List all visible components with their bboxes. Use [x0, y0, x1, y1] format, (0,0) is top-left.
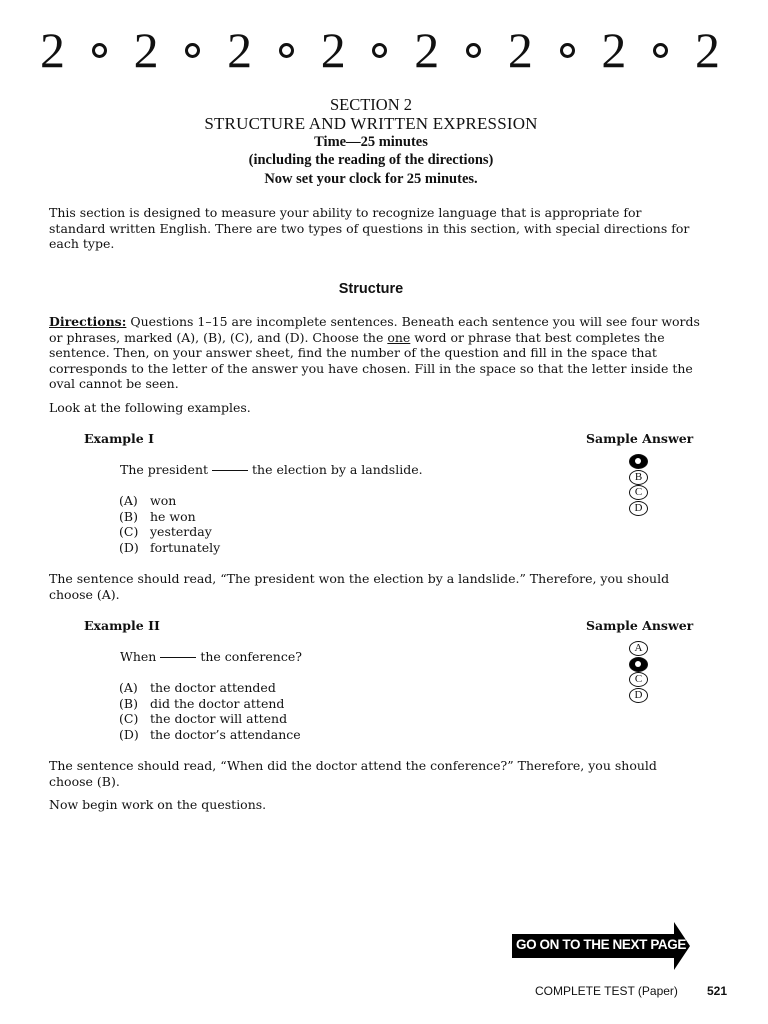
choice-item [119, 711, 301, 727]
directions-text: Questions 1–15 are incomplete sentences. Beneath each sentence you will see four words or phrases, marked (A), (B), (C), and (D). Choose the [49, 314, 700, 345]
section-title: STRUCTURE AND WRITTEN EXPRESSION [204, 114, 538, 133]
circle-icon [466, 43, 481, 58]
example-1-title: Example I [84, 431, 154, 446]
sample-answer-label: Sample Answer [586, 618, 694, 633]
answer-oval[interactable]: B [629, 470, 648, 485]
example-1-choices [119, 493, 220, 555]
time-limit: Time—25 minutes [314, 134, 428, 150]
choice-item [119, 680, 301, 696]
sentence-end: the election by a landslide. [252, 462, 423, 477]
choice-item [119, 509, 220, 525]
choice-letter: (C) [119, 711, 139, 727]
answer-oval[interactable]: D [629, 688, 648, 703]
choice-text: did the doctor attend [150, 695, 285, 711]
example-1-explanation: The sentence should read, “The president won the election by a landslide.” Therefore, you should choose (A). [49, 571, 670, 602]
section-digit: 2 [414, 22, 440, 78]
example-1-answer-ovals [629, 454, 649, 516]
footer-test-label: COMPLETE TEST (Paper) [535, 984, 678, 998]
choice-item [119, 524, 220, 540]
circle-icon [653, 43, 668, 58]
sentence-end: the conference? [200, 649, 302, 664]
example-2-title: Example II [84, 618, 160, 633]
choice-item [119, 727, 301, 743]
section-digit: 2 [507, 22, 533, 78]
page-number: 521 [707, 984, 728, 998]
answer-oval[interactable]: A [629, 641, 648, 656]
choice-text: yesterday [150, 524, 212, 540]
example-1-sentence [120, 462, 423, 477]
sentence-start: When [120, 649, 157, 664]
intro-paragraph: This section is designed to measure your ability to recognize language that is appropriate for standard written English. There are two types of questions in this section, with special directions for each type. [49, 205, 690, 251]
section-digit: 2 [133, 22, 159, 78]
example-2-explanation: The sentence should read, “When did the doctor attend the conference?” Therefore, you should choose (B). [49, 758, 657, 789]
section-label: SECTION 2 [329, 95, 413, 114]
choice-letter: (A) [119, 493, 138, 508]
choice-text: fortunately [150, 539, 221, 555]
section-digit: 2 [601, 22, 627, 78]
answer-oval[interactable]: D [629, 501, 648, 516]
choice-letter: (B) [119, 508, 138, 524]
choice-item [119, 540, 220, 556]
choice-text: the doctor will attend [150, 711, 288, 727]
sample-answer-label: Sample Answer [586, 431, 694, 446]
sentence-blank [160, 657, 196, 658]
choice-text: he won [150, 508, 196, 524]
answer-oval[interactable] [629, 657, 648, 672]
choice-item [119, 696, 301, 712]
directions-text: word or phrase that best completes the sentence. Then, on your answer sheet, find the number of the question and fill in the space that corresponds to the letter of the answer you have chosen. Fill in the space so that the letter inside the oval cannot be seen. [49, 329, 693, 391]
answer-oval[interactable] [629, 454, 648, 469]
clock-instruction: Now set your clock for 25 minutes. [264, 171, 478, 187]
structure-heading: Structure [338, 281, 404, 297]
time-note: (including the reading of the directions) [248, 152, 494, 168]
circle-icon [372, 43, 387, 58]
section-number-banner [40, 22, 720, 78]
begin-instruction: Now begin work on the questions. [49, 797, 267, 812]
look-instruction: Look at the following examples. [49, 400, 251, 415]
circle-icon [279, 43, 294, 58]
choice-text: the doctor attended [150, 680, 276, 695]
choice-letter: (D) [119, 726, 139, 742]
choice-text: won [150, 493, 177, 508]
section-digit: 2 [320, 22, 346, 78]
next-page-label: GO ON TO THE NEXT PAGE [516, 937, 686, 952]
choice-letter: (B) [119, 695, 138, 711]
answer-oval[interactable]: C [629, 485, 648, 500]
example-2-choices [119, 680, 301, 742]
section-digit: 2 [694, 22, 720, 78]
sentence-start: The president [120, 462, 209, 477]
next-page-arrow[interactable] [512, 920, 692, 972]
choice-item [119, 493, 220, 509]
section-digit: 2 [227, 22, 253, 78]
directions-emphasis: one [387, 329, 411, 345]
example-2-sentence [120, 649, 302, 664]
choice-letter: (C) [119, 524, 139, 540]
circle-icon [560, 43, 575, 58]
answer-oval[interactable]: C [629, 672, 648, 687]
circle-icon [185, 43, 200, 58]
example-2-answer-ovals [629, 641, 649, 703]
choice-letter: (A) [119, 680, 138, 695]
directions-label: Directions: [49, 314, 127, 329]
circle-icon [92, 43, 107, 58]
choice-text: the doctor’s attendance [150, 726, 301, 742]
sentence-blank [212, 470, 248, 471]
section-digit: 2 [40, 22, 65, 78]
directions-paragraph [49, 314, 701, 392]
choice-letter: (D) [119, 539, 139, 555]
